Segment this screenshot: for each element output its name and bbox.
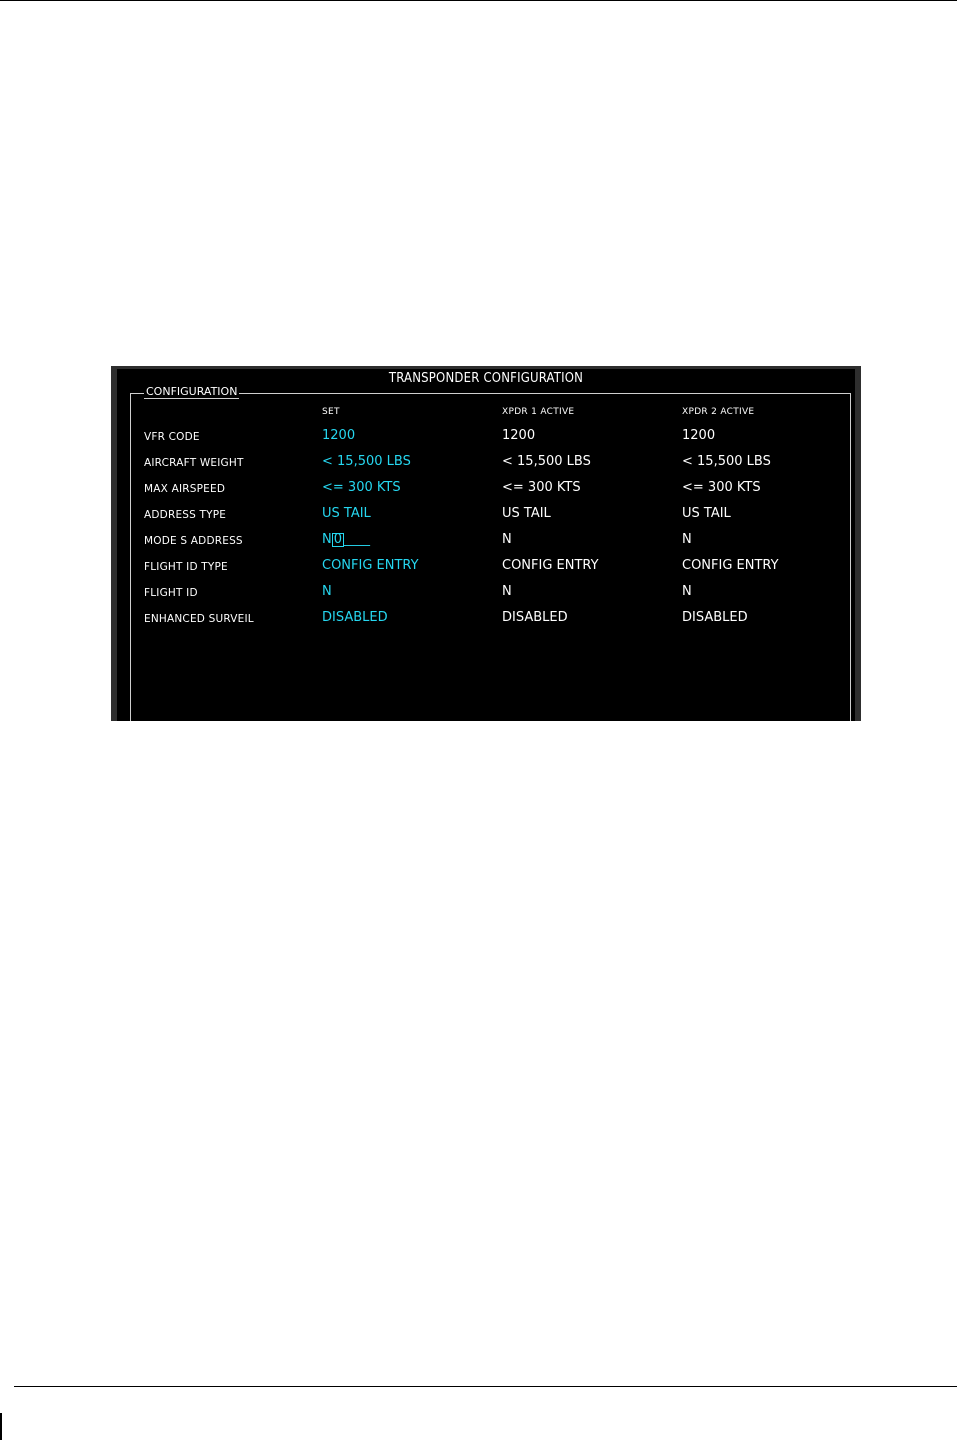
configuration-group-label: CONFIGURATION [146, 385, 238, 398]
xpdr1-address-type: US TAIL [502, 506, 551, 521]
row-label-mode-s-address: MODE S ADDRESS [144, 535, 243, 547]
xpdr2-flight-id: N [682, 584, 692, 599]
screen-bezel-right [855, 366, 861, 721]
xpdr1-mode-s-address: N [502, 532, 512, 547]
xpdr1-aircraft-weight: < 15,500 LBS [502, 454, 591, 469]
page-top-rule [0, 0, 957, 1]
row-label-flight-id: FLIGHT ID [144, 587, 198, 599]
page-bottom-rule [14, 1386, 957, 1387]
page-change-bar [0, 1413, 2, 1440]
page-title: TRANSPONDER CONFIGURATION [388, 371, 584, 386]
xpdr1-flight-id-type: CONFIG ENTRY [502, 558, 599, 573]
column-header-set: SET [322, 407, 340, 417]
row-label-enhanced-surveil: ENHANCED SURVEIL [144, 613, 254, 625]
xpdr2-mode-s-address: N [682, 532, 692, 547]
set-aircraft-weight[interactable]: < 15,500 LBS [322, 454, 411, 469]
set-mode-s-address-prefix: N [322, 532, 332, 547]
set-vfr-code[interactable]: 1200 [322, 428, 356, 443]
mode-s-cursor[interactable]: 0 [333, 532, 343, 547]
screen-bezel-left [111, 366, 117, 721]
xpdr2-enhanced-surveil: DISABLED [682, 610, 748, 625]
set-max-airspeed[interactable]: <= 300 KTS [322, 480, 401, 495]
column-header-xpdr1-active: XPDR 1 ACTIVE [502, 407, 575, 417]
set-address-type[interactable]: US TAIL [322, 506, 371, 521]
column-header-xpdr2-active: XPDR 2 ACTIVE [682, 407, 755, 417]
row-label-address-type: ADDRESS TYPE [144, 509, 227, 521]
row-label-max-airspeed: MAX AIRSPEED [144, 483, 226, 495]
xpdr2-address-type: US TAIL [682, 506, 731, 521]
xpdr2-vfr-code: 1200 [682, 428, 716, 443]
set-flight-id-type[interactable]: CONFIG ENTRY [322, 558, 419, 573]
set-mode-s-address-field[interactable] [322, 532, 370, 547]
xpdr1-enhanced-surveil: DISABLED [502, 610, 568, 625]
xpdr2-flight-id-type: CONFIG ENTRY [682, 558, 779, 573]
screen-bezel-top [111, 366, 861, 369]
set-enhanced-surveil[interactable]: DISABLED [322, 610, 388, 625]
row-label-vfr-code: VFR CODE [144, 431, 200, 443]
mode-s-blank-digits: ____ [344, 532, 371, 547]
configuration-group-box [130, 393, 851, 721]
set-flight-id[interactable]: N [322, 584, 332, 599]
row-label-flight-id-type: FLIGHT ID TYPE [144, 561, 228, 573]
transponder-config-screen [111, 366, 861, 721]
xpdr2-max-airspeed: <= 300 KTS [682, 480, 761, 495]
row-label-aircraft-weight: AIRCRAFT WEIGHT [144, 457, 244, 469]
xpdr2-aircraft-weight: < 15,500 LBS [682, 454, 771, 469]
xpdr1-flight-id: N [502, 584, 512, 599]
xpdr1-max-airspeed: <= 300 KTS [502, 480, 581, 495]
xpdr1-vfr-code: 1200 [502, 428, 536, 443]
